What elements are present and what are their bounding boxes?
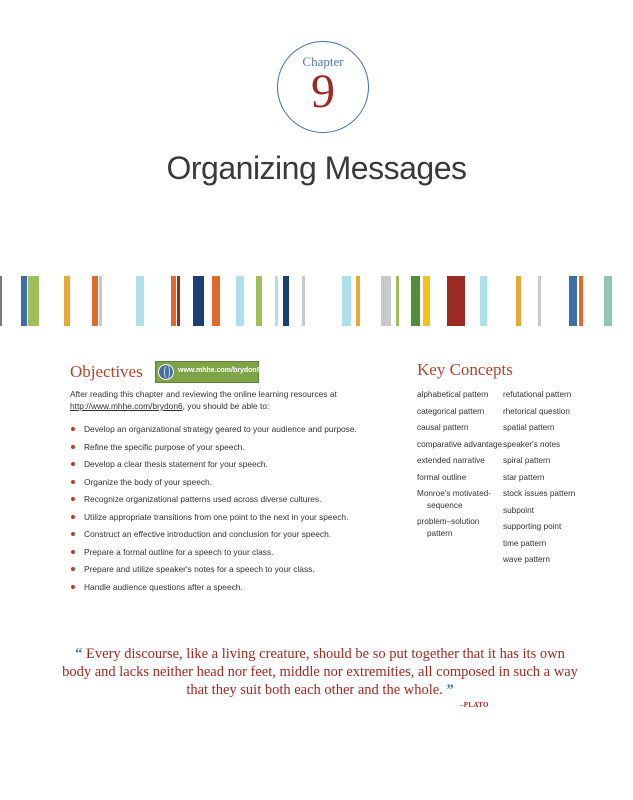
- decorative-stripe: [423, 276, 430, 326]
- decorative-stripe: [236, 276, 244, 326]
- bullet-icon: [71, 585, 75, 589]
- url-badge-text: www.mhhe.com/brydon6: [178, 367, 261, 374]
- objective-text: Organize the body of your speech.: [84, 476, 213, 487]
- objective-item: [70, 547, 370, 559]
- decorative-stripe: [302, 276, 305, 326]
- objective-text: Handle audience questions after a speech.: [84, 581, 243, 592]
- decorative-stripe: [64, 276, 70, 326]
- chapter-title: Organizing Messages: [166, 150, 467, 186]
- objective-item: [70, 477, 370, 489]
- chapter-number: 9: [311, 65, 335, 118]
- decorative-stripe: [212, 276, 220, 326]
- decorative-stripe: [92, 276, 98, 326]
- decorative-stripe: [480, 276, 487, 326]
- chapter-label: Chapter: [302, 54, 344, 69]
- key-concept-item: comparative advantage: [417, 439, 503, 449]
- objective-text: Construct an effective introduction and conclusion for your speech.: [84, 529, 332, 539]
- key-concept-item: causal pattern: [417, 423, 469, 432]
- decorative-stripe: [381, 276, 391, 326]
- key-concept-item: time pattern: [503, 538, 547, 548]
- decorative-stripe: [99, 276, 102, 326]
- decorative-stripe: [21, 276, 27, 326]
- objective-text: Develop an organizational strategy geared to your audience and purpose.: [84, 424, 357, 434]
- objective-item: [70, 424, 370, 436]
- decorative-stripe: [283, 276, 289, 326]
- quote-attribution: –PLATO: [460, 701, 489, 709]
- objectives-list: [70, 424, 370, 599]
- decorative-stripe-band: [0, 276, 633, 326]
- globe-icon: [158, 364, 174, 380]
- key-concept-item: wave pattern: [503, 555, 550, 564]
- decorative-stripe: [538, 276, 541, 326]
- key-concept-item: refutational pattern: [503, 390, 572, 399]
- decorative-stripe: [516, 276, 521, 326]
- objective-text: Develop a clear thesis statement for your speech.: [84, 459, 268, 469]
- close-quote-mark: ”: [446, 682, 454, 698]
- objectives-intro: [70, 388, 370, 412]
- chapter-badge: [277, 41, 369, 133]
- bullet-icon: [71, 445, 75, 449]
- decorative-stripe: [0, 276, 2, 326]
- objective-item: [70, 564, 370, 576]
- decorative-stripe: [569, 276, 577, 326]
- key-concept-item: categorical pattern: [417, 406, 485, 416]
- key-concepts-left-column: [417, 389, 503, 544]
- epigraph-quote: [60, 645, 580, 699]
- objective-text: Refine the specific purpose of your speech.: [84, 441, 245, 452]
- objectives-heading: Objectives: [70, 362, 143, 381]
- bullet-icon: [71, 550, 75, 554]
- key-concept-item: star pattern: [503, 472, 545, 482]
- key-concept-item: formal outline: [417, 472, 467, 482]
- decorative-stripe: [411, 276, 420, 326]
- objective-text: Utilize appropriate transitions from one point to the next in your speech.: [84, 511, 349, 522]
- decorative-stripe: [396, 276, 399, 326]
- decorative-stripe: [356, 276, 360, 326]
- decorative-stripe: [447, 276, 465, 326]
- key-concept-item: problem–solution pattern: [417, 517, 480, 538]
- key-concept-item: alphabetical pattern: [417, 390, 489, 399]
- key-concept-item: supporting point: [503, 522, 562, 531]
- decorative-stripe: [193, 276, 204, 326]
- key-concepts-heading: Key Concepts: [417, 360, 513, 379]
- decorative-stripe: [136, 276, 144, 326]
- key-concept-item: rhetorical question: [503, 406, 570, 416]
- decorative-stripe: [256, 276, 262, 326]
- open-quote-mark: “: [75, 646, 83, 662]
- bullet-icon: [71, 567, 75, 571]
- objective-item: [70, 494, 370, 506]
- decorative-stripe: [275, 276, 278, 326]
- objective-text: Prepare and utilize speaker's notes for a speech to your class.: [84, 564, 315, 574]
- decorative-stripe: [171, 276, 176, 326]
- bullet-icon: [71, 532, 75, 536]
- key-concept-item: stock issues pattern: [503, 489, 576, 498]
- objective-text: Recognize organizational patterns used across diverse cultures.: [84, 494, 322, 504]
- bullet-icon: [71, 427, 75, 431]
- bullet-icon: [71, 480, 75, 484]
- objective-item: [70, 459, 370, 471]
- key-concept-item: extended narrative: [417, 456, 485, 465]
- decorative-stripe: [579, 276, 583, 326]
- objective-item: [70, 442, 370, 454]
- bullet-icon: [71, 515, 75, 519]
- decorative-stripe: [177, 276, 180, 326]
- objective-item: [70, 529, 370, 541]
- decorative-stripe: [604, 276, 612, 326]
- key-concept-item: spatial pattern: [503, 423, 555, 432]
- bullet-icon: [71, 497, 75, 501]
- objective-text: Prepare a formal outline for a speech to your class.: [84, 546, 274, 557]
- objective-item: [70, 582, 370, 594]
- key-concept-item: speaker's notes: [503, 439, 561, 449]
- quote-text: Every discourse, like a living creature, should be so put together that it has its own body and lacks neither head nor feet, middle nor extremities, all composed in such a way that they suit both each other and the whole.: [62, 646, 578, 698]
- key-concept-item: subpoint: [503, 505, 534, 515]
- intro-text-after: , you should be able to:: [182, 401, 270, 411]
- online-resources-link[interactable]: http://www.mhhe.com/brydon6: [70, 401, 183, 411]
- key-concepts-right-column: [503, 389, 603, 571]
- decorative-stripe: [342, 276, 351, 326]
- online-learning-link-badge[interactable]: [155, 361, 259, 383]
- decorative-stripe: [28, 276, 39, 326]
- objective-item: [70, 512, 370, 524]
- key-concept-item: Monroe's motivated-sequence: [417, 489, 491, 510]
- key-concept-item: spiral pattern: [503, 456, 551, 465]
- bullet-icon: [71, 462, 75, 466]
- intro-text-before: After reading this chapter and reviewing the online learning resources at: [70, 389, 337, 399]
